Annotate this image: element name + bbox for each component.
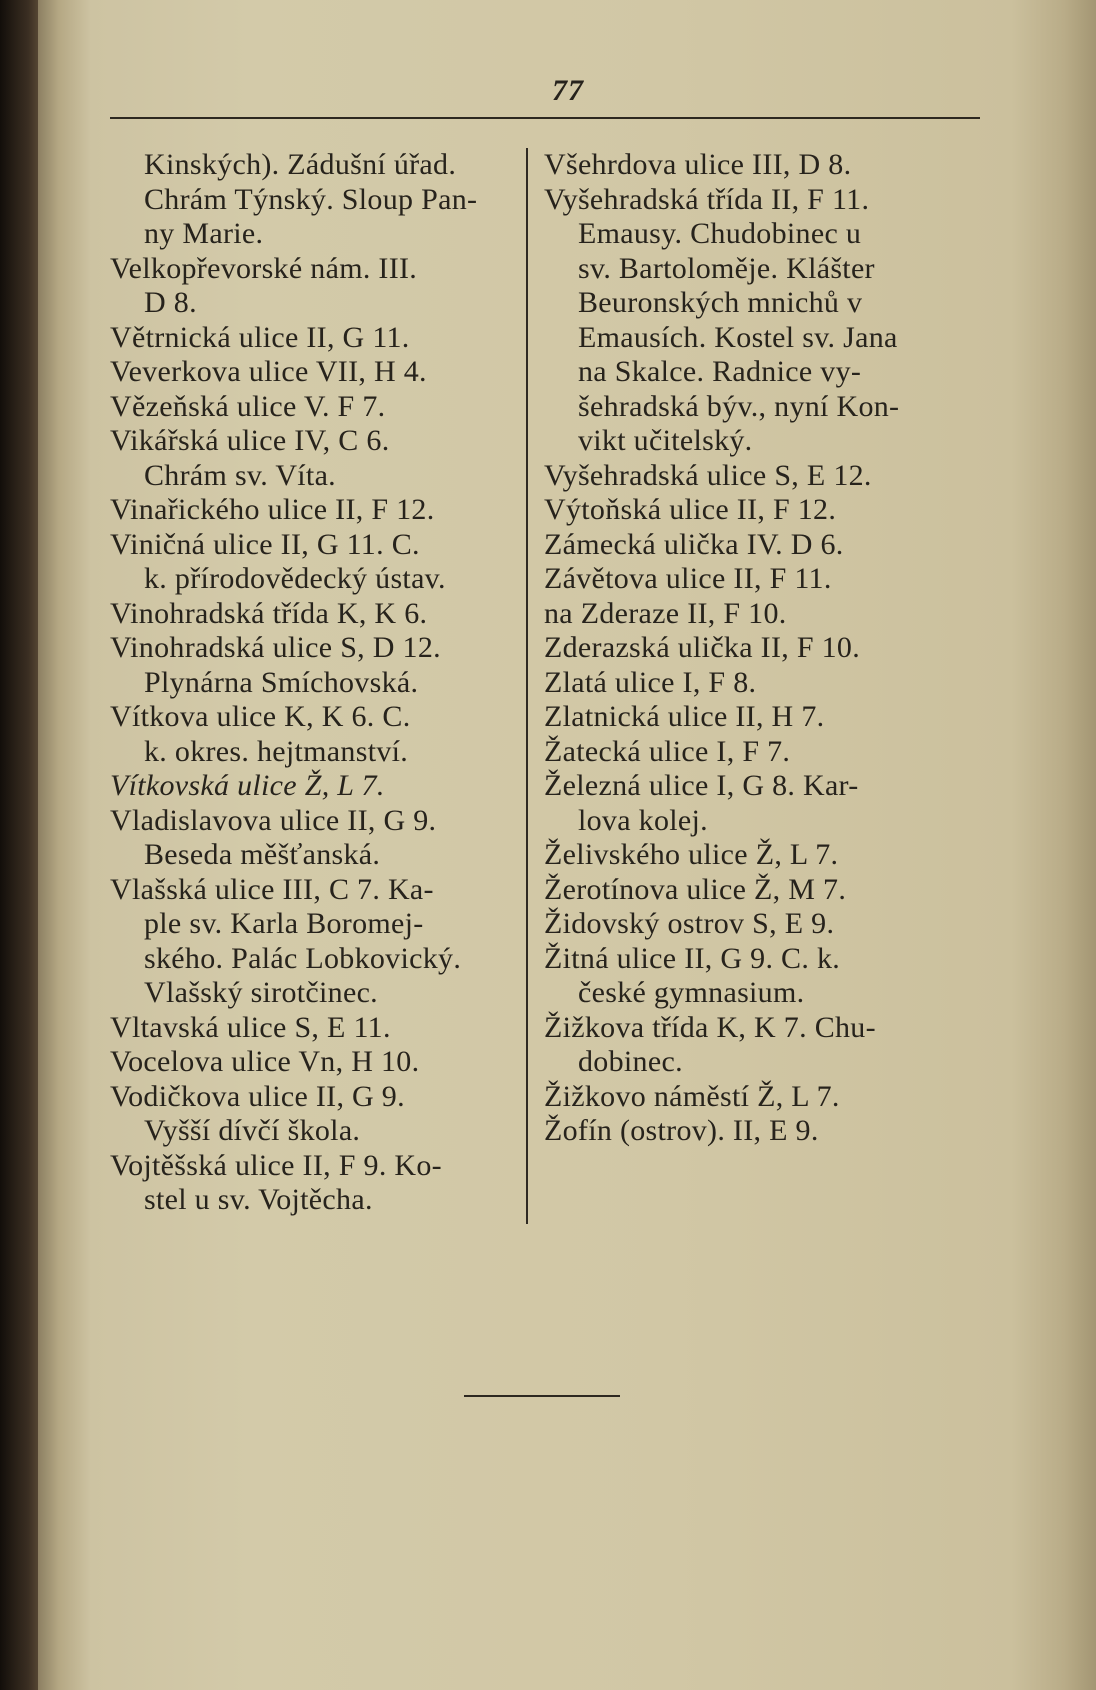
street-entry — [544, 907, 976, 942]
entry-continuation-line: k. přírodovědecký ústav. — [144, 562, 446, 595]
entry-heading-line: Vítkovská ulice Ž, L 7. — [110, 769, 385, 802]
street-entry — [110, 252, 514, 321]
street-entry — [544, 148, 976, 183]
street-entry — [544, 493, 976, 528]
entry-continuation-line: sv. Bartoloměje. Klášter — [578, 251, 875, 285]
street-entry — [544, 562, 976, 597]
street-entry — [544, 1011, 976, 1080]
street-entry — [110, 1045, 514, 1080]
entry-heading-line: Žatecká ulice I, F 7. — [544, 734, 791, 768]
entry-continuation-line: ple sv. Karla Boromej- — [144, 907, 424, 940]
entry-heading-line: Vyšehradská ulice S, E 12. — [544, 458, 872, 492]
entry-heading-line: Vinohradská třída K, K 6. — [110, 596, 428, 630]
street-entry — [110, 528, 514, 597]
entry-heading-line: Vikářská ulice IV, C 6. — [110, 424, 390, 457]
street-entry — [544, 735, 976, 770]
entry-heading-line: Větrnická ulice II, G 11. — [110, 320, 410, 354]
entry-continuation-line: Vlašský sirotčinec. — [144, 976, 378, 1009]
entry-continuation-line: dobinec. — [578, 1045, 683, 1078]
entry-heading-line: Vltavská ulice S, E 11. — [110, 1010, 391, 1044]
entry-continuation-line: vikt učitelský. — [578, 424, 753, 457]
right-column — [544, 148, 976, 1149]
street-entry — [544, 700, 976, 735]
entry-continuation-line: Chrám sv. Víta. — [144, 458, 336, 492]
entry-heading-line: Žerotínova ulice Ž, M 7. — [544, 872, 847, 906]
entry-continuation-line: D 8. — [144, 286, 197, 319]
entry-heading-line: Vlašská ulice III, C 7. Ka- — [110, 872, 434, 906]
street-entry — [110, 321, 514, 356]
street-entry — [110, 769, 514, 804]
entry-heading-line: Vojtěšská ulice II, F 9. Ko- — [110, 1148, 442, 1182]
entry-heading-line: Viničná ulice II, G 11. C. — [110, 527, 420, 561]
entry-continuation-line: ského. Palác Lobkovický. — [144, 941, 462, 975]
page-number: 77 — [552, 74, 584, 107]
street-entry — [544, 1114, 976, 1149]
street-entry — [110, 597, 514, 632]
entry-heading-line: Železná ulice I, G 8. Kar- — [544, 769, 859, 802]
entry-heading-line: Želivského ulice Ž, L 7. — [544, 838, 839, 871]
entry-heading-line: Velkopřevorské nám. III. — [110, 251, 418, 285]
book-spine — [0, 0, 40, 1690]
street-entry — [110, 493, 514, 528]
street-entry — [544, 183, 976, 459]
entry-heading-line: Vinohradská ulice S, D 12. — [110, 631, 441, 664]
street-entry — [110, 1011, 514, 1046]
street-entry — [110, 390, 514, 425]
entry-heading-line: Zámecká ulička IV. D 6. — [544, 527, 844, 561]
entry-continuation-line: ny Marie. — [144, 217, 264, 250]
street-entry — [544, 769, 976, 838]
entry-heading-line: Žofín (ostrov). II, E 9. — [544, 1114, 819, 1147]
entry-heading-line: Vítkova ulice K, K 6. C. — [110, 700, 411, 733]
street-entry — [110, 1149, 514, 1218]
street-entry — [110, 424, 514, 493]
street-entry — [110, 1080, 514, 1149]
entry-heading-line: Výtoňská ulice II, F 12. — [544, 493, 837, 526]
entry-heading-line: Veverkova ulice VII, H 4. — [110, 355, 427, 388]
street-entry — [110, 148, 514, 252]
entry-heading-line: na Zderaze II, F 10. — [544, 596, 787, 630]
entry-heading-line: Zlatnická ulice II, H 7. — [544, 700, 825, 733]
street-entry — [544, 873, 976, 908]
entry-heading-line: Žižkova třída K, K 7. Chu- — [544, 1010, 876, 1044]
entry-heading-line: Vodičkova ulice II, G 9. — [110, 1079, 405, 1113]
entry-continuation-line: Beuronských mnichů v — [578, 286, 863, 319]
street-entry — [544, 528, 976, 563]
entry-heading-line: Vinařického ulice II, F 12. — [110, 493, 435, 526]
entry-heading-line: Vocelova ulice Vn, H 10. — [110, 1045, 420, 1078]
street-entry — [544, 1080, 976, 1115]
entry-heading-line: Všehrdova ulice III, D 8. — [544, 148, 852, 181]
entry-heading-line: Zderazská ulička II, F 10. — [544, 631, 861, 664]
end-rule — [464, 1395, 620, 1397]
entry-heading-line: Závětova ulice II, F 11. — [544, 562, 832, 595]
street-entry — [544, 942, 976, 1011]
entry-continuation-line: Plynárna Smíchovská. — [144, 665, 419, 699]
entry-continuation-line: na Skalce. Radnice vy- — [578, 355, 862, 388]
street-entry — [110, 804, 514, 873]
entry-continuation-line: Vyšší dívčí škola. — [144, 1114, 361, 1147]
street-entry — [544, 838, 976, 873]
column-divider — [526, 148, 528, 1224]
entry-continuation-line: Emausy. Chudobinec u — [578, 217, 862, 250]
entry-heading-line: Žižkovo náměstí Ž, L 7. — [544, 1079, 840, 1113]
entry-heading-line: Vladislavova ulice II, G 9. — [110, 803, 437, 837]
street-entry — [544, 597, 976, 632]
street-entry — [544, 631, 976, 666]
entry-continuation-line: Chrám Týnský. Sloup Pan- — [144, 182, 478, 216]
entry-continuation-line: české gymnasium. — [578, 976, 805, 1009]
entry-heading-line: Zlatá ulice I, F 8. — [544, 665, 757, 699]
entry-heading-line: Vyšehradská třída II, F 11. — [544, 182, 870, 216]
street-entry — [110, 873, 514, 1011]
entry-continuation-line: stel u sv. Vojtěcha. — [144, 1183, 373, 1216]
street-entry — [544, 666, 976, 701]
book-page — [38, 0, 1096, 1690]
street-entry — [110, 355, 514, 390]
entry-continuation-line: Beseda měšťanská. — [144, 838, 381, 871]
left-column — [110, 148, 514, 1218]
entry-continuation-line: šehradská býv., nyní Kon- — [578, 389, 900, 423]
street-entry — [110, 631, 514, 700]
entry-heading-line: Židovský ostrov S, E 9. — [544, 907, 835, 940]
entry-heading-line: Vězeňská ulice V. F 7. — [110, 389, 386, 423]
entry-continuation-line: Emausích. Kostel sv. Jana — [578, 320, 898, 354]
street-entry — [110, 700, 514, 769]
street-entry — [544, 459, 976, 494]
entry-continuation-line: k. okres. hejtmanství. — [144, 734, 409, 768]
header-rule — [110, 117, 980, 119]
entry-continuation-line: lova kolej. — [578, 803, 708, 837]
entry-heading-line: Žitná ulice II, G 9. C. k. — [544, 941, 841, 975]
entry-heading-line: Kinských). Zádušní úřad. — [144, 148, 457, 181]
